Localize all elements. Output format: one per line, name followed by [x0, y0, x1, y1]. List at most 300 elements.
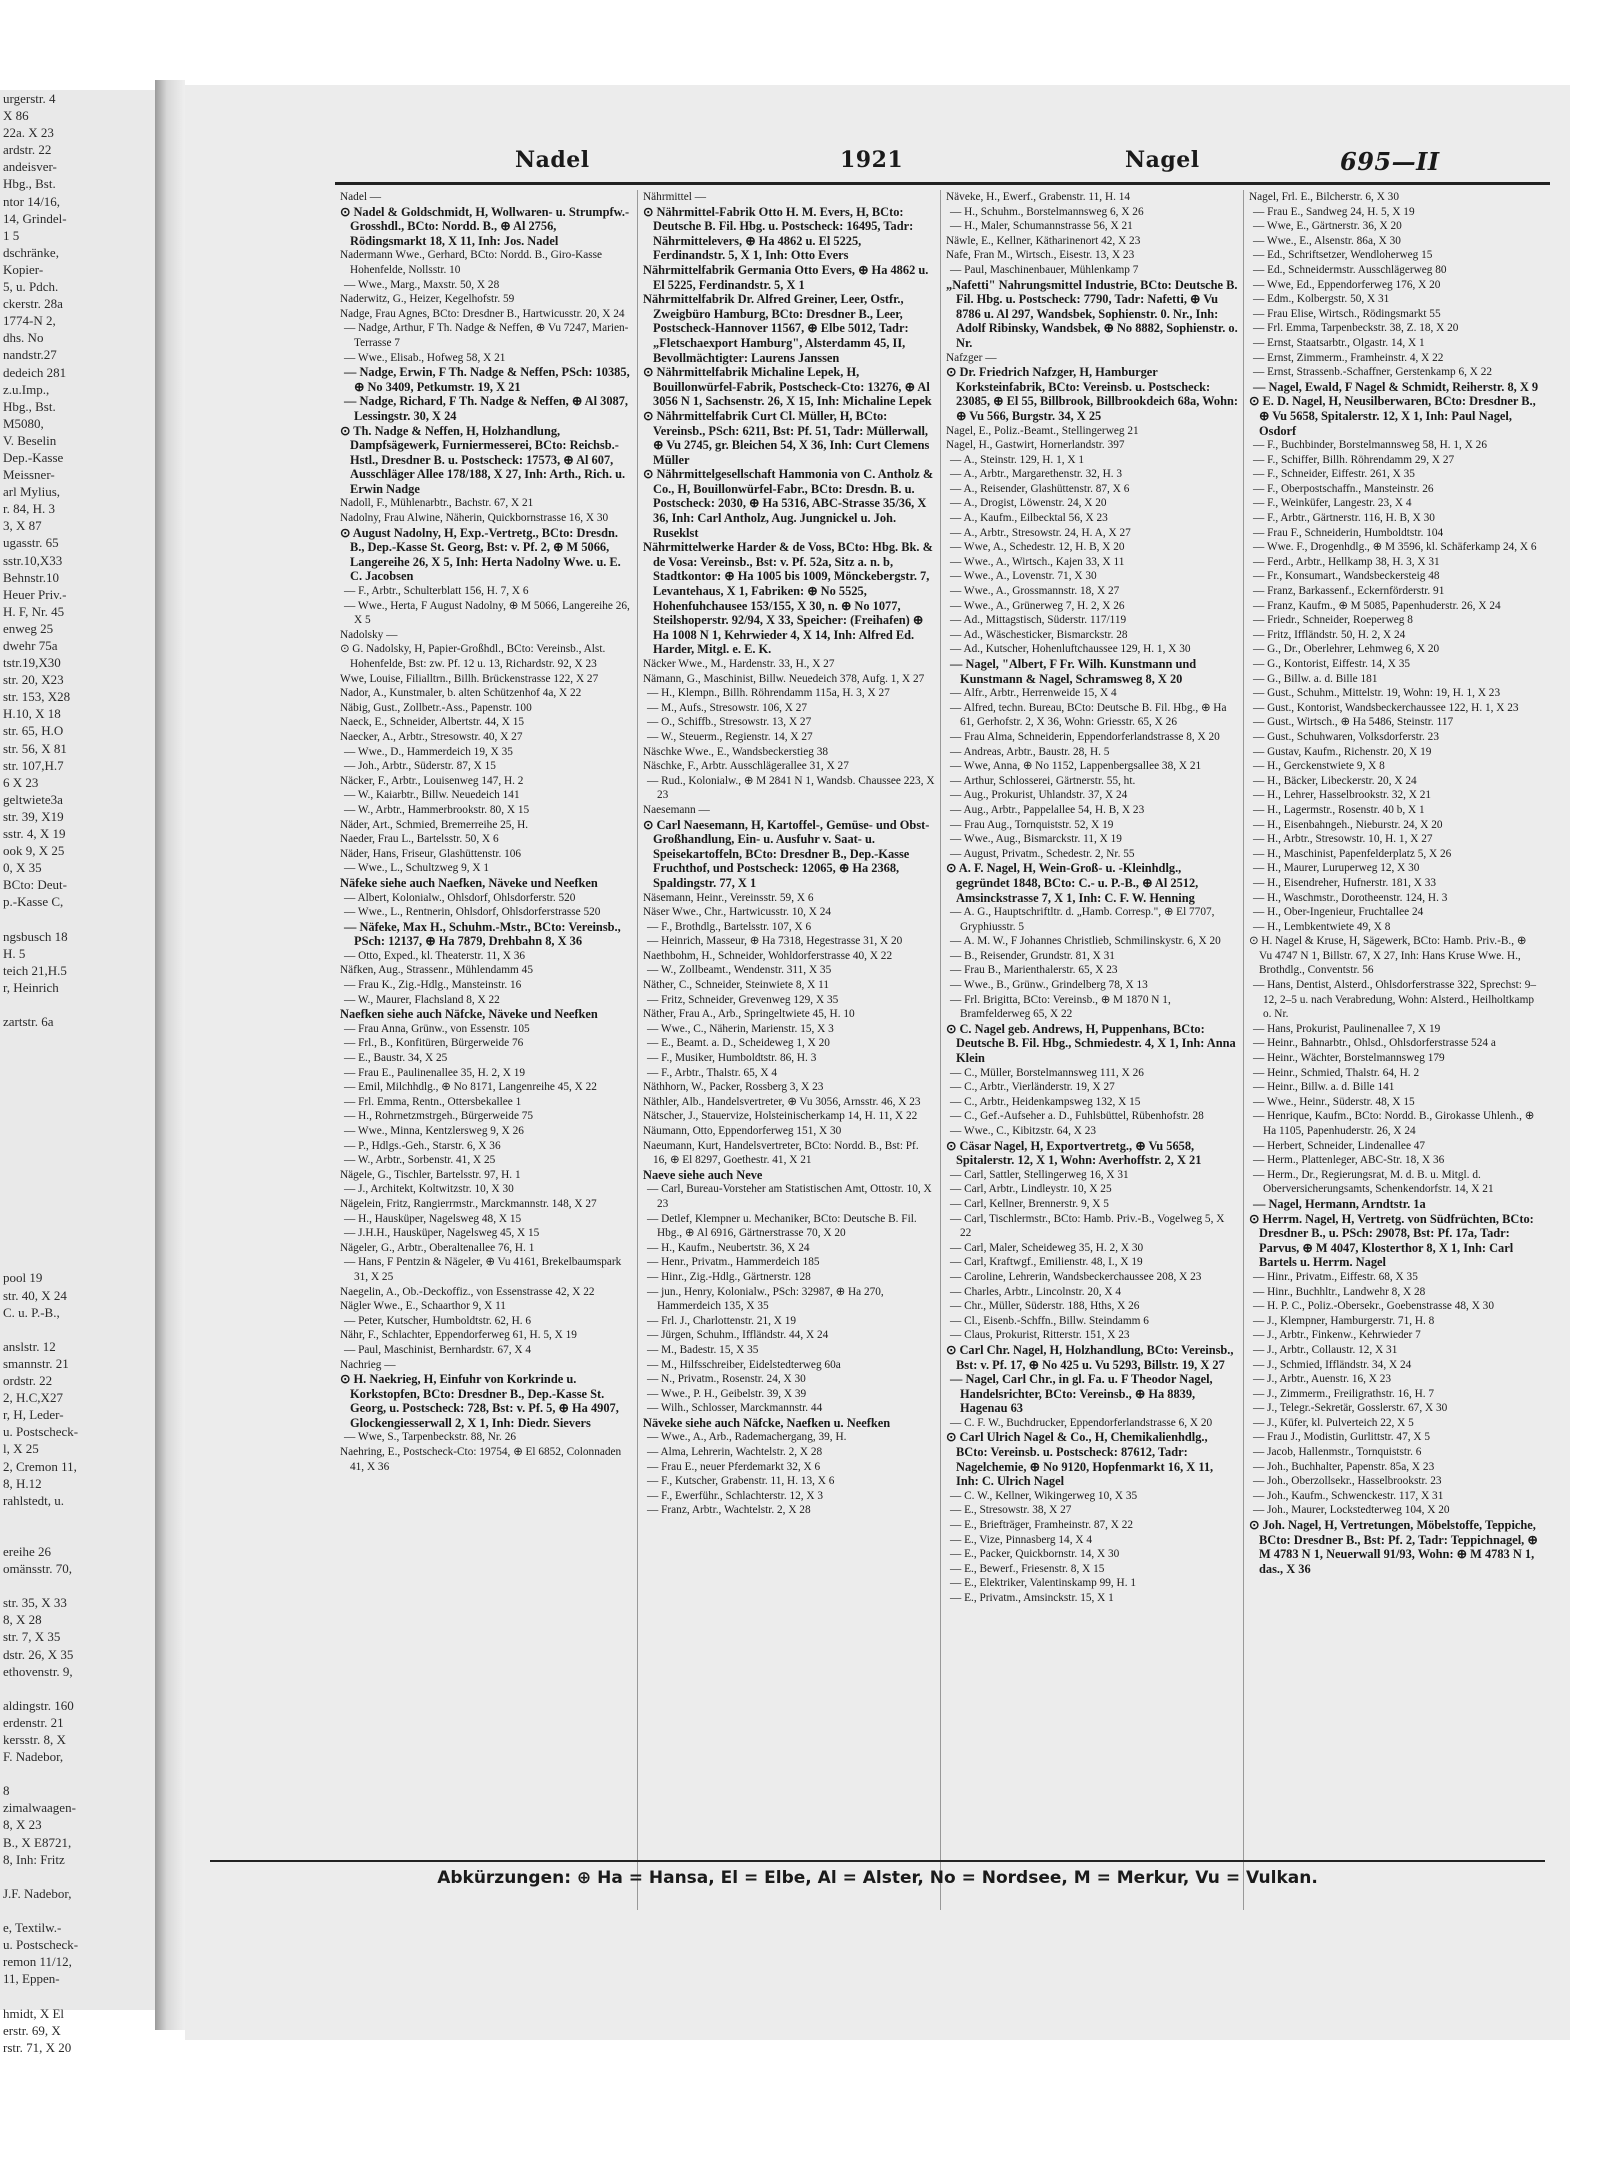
directory-entry: — F., Weinküfer, Langestr. 23, X 4 — [1253, 497, 1412, 510]
fragment-line — [0, 1116, 155, 1133]
directory-entry: — Ernst, Zimmerm., Framheinstr. 4, X 22 — [1253, 351, 1444, 364]
directory-entry: — Frau Aug., Tornquiststr. 52, X 19 — [950, 818, 1114, 831]
header-year: 1921 — [840, 147, 904, 173]
directory-entry: — Claus, Prokurist, Ritterstr. 151, X 23 — [950, 1329, 1130, 1342]
directory-entry: — Heinr., Schmied, Thalstr. 64, H. 2 — [1253, 1066, 1420, 1079]
directory-entry: Naeder, Frau L., Bartelsstr. 50, X 6 — [340, 833, 499, 846]
directory-entry: — J., Arbtr., Finkenw., Kehrwieder 7 — [1253, 1329, 1421, 1342]
directory-entry: — H., Arbtr., Stresowstr. 10, H. 1, X 27 — [1253, 833, 1433, 846]
column-2 — [638, 190, 941, 1910]
directory-entry: — E., Privatm., Amsinckstr. 15, X 1 — [950, 1592, 1114, 1604]
directory-entry: Nagel, E., Poliz.-Beamt., Stellingerweg 21 — [946, 424, 1139, 437]
directory-entry: — Carl, Tischlermstr., BCto: Hamb. Priv.-B., Vogelweg 5, X 22 — [950, 1212, 1225, 1240]
directory-entry: — Frau Alma, Schneiderin, Eppendorferlandstrasse 8, X 20 — [950, 730, 1220, 743]
fragment-line — [0, 1987, 155, 2004]
directory-entry: ⊙ August Nadolny, H, Exp.-Vertretg., BCto: Dresdn. B., Dep.-Kasse St. Georg, Bst: v. Pf. 2, ⊕ M 5066, Langereihe 26, X 5, Inh: Herta Nadolny Wwe. u. E. C. Jacobsen — [340, 525, 621, 584]
fragment-line: Hbg., Bst. — [3, 176, 56, 192]
fragment-line: ethovenstr. 9, — [3, 1663, 73, 1679]
directory-entry: — Wwe., E., Alsenstr. 86a, X 30 — [1253, 234, 1401, 247]
directory-entry: ⊙ Nährmittelfabrik Michaline Lepek, H, Bouillonwürfel-Fabrik, Postscheck-Cto: 13276, ⊕ Al 3056 N 1, Sachsenstr. 26, X 15, Inh: Michaline Lepek — [643, 365, 932, 409]
directory-entry: ⊙ Nährmittelgesellschaft Hammonia von C. Antholz & Co., H, Bouillonwürfel-Fabr., BCto: Dresdn. B. u. Postscheck: 2030, ⊕ Ha 5316, ABC-Strasse 35/36, X 36, Inh: Carl Antholz, Aug. Jungnickel u. Joh. Ruseklst — [643, 467, 934, 540]
fragment-line — [0, 1167, 155, 1184]
left-page-fragment — [0, 90, 157, 2055]
directory-entry: — Nadge, Richard, F Th. Nadge & Neffen, ⊕ Al 3087, Lessingstr. 30, X 24 — [344, 394, 629, 423]
fragment-line: F. Nadebor, — [3, 1749, 64, 1765]
directory-entry: — F., Arbtr., Gärtnerstr. 116, H. B, X 30 — [1253, 512, 1435, 525]
directory-entry: Nadel — — [340, 191, 382, 203]
directory-entry: — F., Ewerführ., Schlachterstr. 12, X 3 — [647, 1489, 824, 1502]
directory-entry: — Carl, Kraftwgf., Emilienstr. 48, I., X 19 — [950, 1256, 1143, 1269]
fragment-line: arl Mylius, — [3, 484, 61, 500]
directory-entry: — W., Maurer, Flachsland 8, X 22 — [344, 993, 500, 1006]
directory-entry: — P., Hdlgs.-Geh., Starstr. 6, X 36 — [344, 1139, 501, 1152]
directory-entry: — Wwe., Minna, Kentzlersweg 9, X 26 — [344, 1125, 524, 1137]
directory-entry: Näder, Art., Schmied, Bremerreihe 25, H. — [340, 818, 529, 831]
fragment-line: z.u.Imp., — [3, 381, 50, 397]
directory-entry: — J., Telegr.-Sekretär, Gosslerstr. 67, X 30 — [1253, 1402, 1448, 1415]
directory-entry: — M., Aufs., Stresowstr. 106, X 27 — [647, 701, 808, 714]
directory-entry: — Franz, Barkassenf., Eckernförderstr. 91 — [1253, 585, 1445, 598]
fragment-line: kersstr. 8, X — [3, 1732, 66, 1747]
directory-entry: — Fr., Konsumart., Wandsbeckersteig 48 — [1253, 570, 1440, 583]
directory-entry: — H., Maschinist, Papenfelderplatz 5, X 26 — [1253, 847, 1452, 860]
directory-entry: Naesemann — — [643, 803, 710, 816]
running-head — [185, 147, 1570, 187]
directory-entry: ⊙ Joh. Nagel, H, Vertretungen, Möbelstoffe, Teppiche, BCto: Dresdner B., Bst: Pf. 2, Tadr: Teppichnagel, ⊕ M 4783 N 1, Neuerwall 91/93, Wohn: ⊕ M 4783 N 1, das., X 36 — [1249, 1518, 1538, 1576]
fragment-line: 2, H.C,X27 — [3, 1390, 63, 1406]
directory-entry: — Carl, Arbtr., Lindleystr. 10, X 25 — [950, 1183, 1112, 1196]
directory-entry: Näcker Wwe., M., Hardenstr. 33, H., X 27 — [643, 658, 835, 670]
fragment-line: dhs. No — [3, 330, 44, 346]
directory-entry: — F., Brothdlg., Bartelsstr. 107, X 6 — [647, 920, 812, 933]
directory-entry: — Frau B., Marienthalerstr. 65, X 23 — [950, 964, 1118, 977]
directory-entry: Näther, Frau A., Arb., Springeltwiete 45, H. 10 — [643, 1008, 855, 1021]
fragment-line — [0, 911, 155, 928]
fragment-line: ngsbusch 18 — [3, 928, 68, 944]
fragment-line: 2, Cremon 11, — [3, 1458, 77, 1474]
directory-entry: — Frau J., Modistin, Gurlittstr. 47, X 5 — [1253, 1431, 1430, 1444]
directory-entry: — A. G., Hauptschriftltr. d. „Hamb. Corresp.", ⊕ El 7707, Gryphiusstr. 5 — [950, 906, 1215, 933]
directory-entry: — Peter, Kutscher, Humboldtstr. 62, H. 6 — [344, 1314, 532, 1327]
directory-entry: — F., Arbtr., Schulterblatt 156, H. 7, X 6 — [344, 585, 529, 598]
directory-entry: — Ad., Kutscher, Hohenluftchaussee 129, H. 1, X 30 — [950, 643, 1191, 656]
fragment-line — [0, 1047, 155, 1064]
directory-entry: Nachrieg — — [340, 1358, 396, 1371]
fragment-line: ntor 14/16, — [3, 193, 61, 209]
directory-entry: — Frl. J., Charlottenstr. 21, X 19 — [647, 1314, 797, 1327]
directory-entry: — C., Arbtr., Heidenkampsweg 132, X 15 — [950, 1095, 1141, 1108]
directory-entry: — H., Gerckenstwiete 9, X 8 — [1253, 760, 1385, 773]
fragment-line: 6 X 23 — [3, 774, 39, 790]
directory-entry: — M., Badestr. 15, X 35 — [647, 1343, 759, 1356]
directory-entry: Nähr, F., Schlachter, Eppendorferweg 61, H. 5, X 19 — [340, 1329, 577, 1342]
directory-entry: — Herbert, Schneider, Lindenallee 47 — [1253, 1139, 1426, 1152]
directory-entry: — A., Reisender, Glashüttenstr. 87, X 6 — [950, 482, 1130, 495]
directory-entry: — E., Elektriker, Valentinskamp 99, H. 1 — [950, 1577, 1137, 1590]
directory-entry: — C. W., Kellner, Wikingerweg 10, X 35 — [950, 1489, 1138, 1502]
fragment-line: C. u. P.-B., — [3, 1304, 60, 1320]
fragment-line: 1774-N 2, — [3, 313, 56, 329]
directory-entry: „Nafetti" Nahrungsmittel Industrie, BCto: Deutsche B. Fil. Hbg. u. Postscheck: 7790, Tadr: Nafetti, ⊕ Vu 8786 u. Al 297, Wandsbek, Sophienstr. 0. Nr., Inh: Adolf Ribinsky, Wandsbek, ⊕ No 8882, Sophienstr. o. Nr. — [946, 277, 1238, 350]
fragment-line: ereihe 26 — [3, 1543, 52, 1559]
fragment-line: dstr. 26, X 35 — [3, 1646, 74, 1662]
fragment-line — [0, 1868, 155, 1885]
fragment-line: Meissner- — [3, 467, 55, 483]
directory-entry: — H., Eisendreher, Hufnerstr. 181, X 33 — [1253, 876, 1437, 889]
directory-entry: — Hans, Dentist, Alsterd., Ohlsdorferstrasse 322, Sprechst: 9–12, 2–5 u. nach Verabredung, Wohn: Alsterd., Heilholtkamp o. Nr. — [1253, 979, 1537, 1021]
fragment-line: 8 — [3, 1783, 10, 1799]
fragment-line — [0, 1765, 155, 1782]
directory-entry: — Wwe., L., Rentnerin, Ohlsdorf, Ohlsdorferstrasse 520 — [344, 906, 601, 919]
fragment-line — [0, 1902, 155, 1919]
directory-entry: — Wwe., D., Hammerdeich 19, X 35 — [344, 745, 513, 758]
fragment-line: str. 20, X23 — [3, 672, 64, 688]
directory-entry: Näser Wwe., Chr., Hartwicusstr. 10, X 24 — [643, 906, 832, 919]
fragment-line: 0, X 35 — [3, 860, 42, 876]
fragment-line: 8, X 28 — [3, 1612, 42, 1628]
directory-entry: — A., Drogist, Löwenstr. 24, X 20 — [950, 497, 1107, 510]
fragment-line: H. F, Nr. 45 — [3, 603, 65, 619]
fragment-line: nandstr.27 — [3, 347, 57, 363]
directory-entry: — jun., Henry, Kolonialw., PSch: 32987, ⊕ Ha 270, Hammerdeich 135, X 35 — [647, 1285, 884, 1313]
fragment-line: tstr.19,X30 — [3, 655, 61, 671]
directory-entry: — Wwe., A., Grünerweg 7, H. 2, X 26 — [950, 599, 1125, 612]
fragment-line: ckerstr. 28a — [3, 296, 63, 312]
directory-entry: — Wwe., B., Grünw., Grindelberg 78, X 13 — [950, 979, 1148, 992]
directory-entry: — Heinr., Bahnarbtr., Ohlsd., Ohlsdorferstrasse 524 a — [1253, 1037, 1496, 1050]
directory-entry: — Heinr., Billw. a. d. Bille 141 — [1253, 1081, 1395, 1094]
fragment-line — [0, 1321, 155, 1338]
directory-entry: — M., Hilfsschreiber, Eidelstedterweg 60a — [647, 1358, 841, 1371]
fragment-line: 22a. X 23 — [3, 125, 54, 141]
fragment-line: ardstr. 22 — [3, 142, 52, 158]
directory-entry: — Heinr., Wächter, Borstelmannsweg 179 — [1253, 1052, 1445, 1065]
directory-entry: — Wwe., P. H., Geibelstr. 39, X 39 — [647, 1387, 807, 1400]
fragment-line — [0, 1201, 155, 1218]
directory-entry: Nadolsky — — [340, 628, 398, 641]
directory-entry: — F., Buchbinder, Borstelmannsweg 58, H. 1, X 26 — [1253, 439, 1487, 452]
directory-entry: — Caroline, Lehrerin, Wandsbeckerchaussee 208, X 23 — [950, 1270, 1202, 1283]
directory-entry: ⊙ Nährmittelfabrik Curt Cl. Müller, H, BCto: Vereinsb., PSch: 6211, Bst: Pf. 51, Tadr: Müllerwall, ⊕ Vu 2745, gr. Bleichen 54, X 36, Inh: Curt Clemens Müller — [643, 408, 930, 467]
header-rule — [335, 182, 1550, 185]
directory-entry: — Joh., Buchhalter, Papenstr. 85a, X 23 — [1253, 1460, 1435, 1473]
header-right-keyword: Nagel — [1125, 147, 1200, 173]
fragment-line: 1 5 — [3, 227, 20, 243]
fragment-line: rstr. 71, X 20 — [3, 2039, 72, 2055]
directory-entry: — E., Vize, Pinnasberg 14, X 4 — [950, 1533, 1092, 1546]
fragment-line: u. Postscheck- — [3, 1937, 79, 1953]
fragment-line: smannstr. 21 — [3, 1355, 69, 1371]
directory-entry: ⊙ Nährmittel-Fabrik Otto H. M. Evers, H, BCto: Deutsche B. Fil. Hbg. u. Postscheck: 16495, Tadr: Nährmittelevers, ⊕ Ha 4862 u. El 5225, Ferdinandstr. 5, X 1, Inh: Otto Evers — [643, 204, 914, 263]
directory-entry: — J.H.H., Hausküper, Nagelsweg 45, X 15 — [344, 1227, 540, 1240]
directory-entry: Naethbohm, H., Schneider, Wohldorferstrasse 40, X 22 — [643, 949, 893, 962]
fragment-line: 3, X 87 — [3, 518, 42, 534]
directory-entry: — H., Bäcker, Libeckerstr. 20, X 24 — [1253, 774, 1417, 787]
directory-entry: — Wwe., A., Wirtsch., Kajen 33, X 11 — [950, 555, 1125, 568]
fragment-line — [0, 1235, 155, 1252]
directory-entry: Naegelin, A., Ob.-Deckoffiz., von Essenstrasse 42, X 22 — [340, 1285, 595, 1298]
directory-entry: — Herm., Plattenleger, ABC-Str. 18, X 36 — [1253, 1154, 1445, 1167]
directory-entry: — A. M. W., F Johannes Christlieb, Schmilinskystr. 6, X 20 — [950, 935, 1221, 948]
fragment-line: omänsstr. 70, — [3, 1561, 72, 1577]
directory-entry: ⊙ Cäsar Nagel, H, Exportvertretg., ⊕ Vu 5658, Spitalerstr. 12, X 1, Wohn: Averhoffstr. 2, X 21 — [946, 1138, 1202, 1168]
fragment-line: str. 7, X 35 — [3, 1629, 61, 1645]
directory-entry: — J., Architekt, Koltwitzstr. 10, X 30 — [344, 1183, 514, 1196]
directory-entry: ⊙ Herrm. Nagel, H, Vertretg. von Südfrüchten, BCto: Dresdner B., u. PSch: 29078, Bst: Pf. 17a, Tadr: Parvus, ⊕ M 4047, Klosterthor 8, X 1, Inh: Carl Bartels u. Herrm. Nagel — [1249, 1211, 1534, 1270]
directory-entry: — C. F. W., Buchdrucker, Eppendorferlandstrasse 6, X 20 — [950, 1416, 1213, 1429]
directory-entry: — Aug., Prokurist, Uhlandstr. 37, X 24 — [950, 789, 1128, 802]
directory-entry: Näschke, F., Arbtr. Ausschlägerallee 31, X 27 — [643, 760, 849, 773]
directory-entry: — G., Dr., Oberlehrer, Lehmweg 6, X 20 — [1253, 643, 1440, 656]
directory-entry: — W., Arbtr., Sorbenstr. 41, X 25 — [344, 1154, 496, 1167]
fragment-line: p.-Kasse C, — [3, 894, 64, 910]
fragment-line: teich 21,H.5 — [3, 962, 67, 978]
directory-entry: ⊙ Carl Chr. Nagel, H, Holzhandlung, BCto: Vereinsb., Bst: v. Pf. 17, ⊕ No 425 u. Vu 5293, Billstr. 19, X 27 — [946, 1342, 1234, 1372]
directory-entry: — W., Zollbeamt., Wendenstr. 311, X 35 — [647, 964, 832, 977]
fragment-line — [0, 1509, 155, 1526]
directory-entry: — Carl, Maler, Scheideweg 35, H. 2, X 30 — [950, 1241, 1144, 1254]
fragment-line: remon 11/12, — [3, 1954, 72, 1970]
directory-entry: Nägeler, G., Arbtr., Oberaltenallee 76, H. 1 — [340, 1241, 535, 1254]
directory-entry: — Nagel, Carl Chr., in gl. Fa. u. F Theodor Nagel, Handelsrichter, BCto: Vereinsb., ⊕ Ha 8839, Hagenau 63 — [950, 1372, 1213, 1416]
fragment-line: rahlstedt, u. — [3, 1492, 65, 1508]
directory-entry: — Wwe., Marg., Maxstr. 50, X 28 — [344, 278, 500, 291]
directory-entry: — Edm., Kolbergstr. 50, X 31 — [1253, 293, 1390, 306]
directory-entry: — August, Privatm., Schedestr. 2, Nr. 55 — [950, 847, 1135, 860]
directory-entry: — Gustav, Kaufm., Richenstr. 20, X 19 — [1253, 745, 1432, 758]
directory-entry: ⊙ Th. Nadge & Neffen, H, Holzhandlung, Dampfsägewerk, Furniermesserei, BCto: Reichsb.-Hstl., Dresdner B. u. Postscheck: 17573, ⊕ Al 607, Ausschläger Allee 178/188, X 27, Inh: Arth., Rich. u. Erwin Nadge — [340, 423, 626, 496]
fragment-line: 5, u. Pdch. — [3, 279, 59, 295]
directory-entry: Näcker, F., Arbtr., Louisenweg 147, H. 2 — [340, 774, 524, 787]
directory-entry: Näder, Hans, Friseur, Glashüttenstr. 106 — [340, 847, 522, 860]
fragment-line: ugasstr. 65 — [3, 535, 59, 551]
directory-entry: — E., Baustr. 34, X 25 — [344, 1052, 448, 1065]
fragment-line: 8, H.12 — [3, 1475, 42, 1491]
column-3 — [941, 190, 1244, 1910]
directory-entry: — Wwe., A., Grossmannstr. 18, X 27 — [950, 585, 1120, 598]
directory-entry: — H., Klempn., Billh. Röhrendamm 115a, H. 3, X 27 — [647, 687, 890, 700]
directory-entry: — H., Eisenbahngeh., Nieburstr. 24, X 20 — [1253, 818, 1443, 831]
directory-entry: — Wwe, A., Schedestr. 12, H. B, X 20 — [950, 541, 1125, 554]
directory-entry: ⊙ E. D. Nagel, H, Neusilberwaren, BCto: Dresdner B., ⊕ Vu 5658, Spitalerstr. 12, X 1, Inh: Paul Nagel, Osdorf — [1249, 394, 1536, 438]
directory-entry: ⊙ A. F. Nagel, H, Wein-Groß- u. -Kleinhdlg., gegründet 1848, BCto: C.- u. P.-B., ⊕ Al 2512, Amsinckstrasse 7, X 1, Inh: C. F. W. Henning — [946, 861, 1199, 905]
directory-entry: — Wwe, E., Gärtnerstr. 36, X 20 — [1253, 220, 1402, 233]
directory-entry: Naehring, E., Postscheck-Cto: 19754, ⊕ El 6852, Colonnaden 41, X 36 — [340, 1446, 622, 1473]
directory-entry: ⊙ Carl Naesemann, H, Kartoffel-, Gemüse- und Obst-Großhandlung, Ein- u. Ausfuhr v. Saat- u. Speisekartoffeln, BCto: Dresdner B., Dep.-Kasse Fruchthof, und Postscheck: 12065, ⊕ Ha 2368, Spaldingstr. 77, X 1 — [643, 817, 930, 890]
directory-entry: — Aug., Arbtr., Pappelallee 54, H. B, X 23 — [950, 803, 1145, 816]
directory-entry: — J., Arbtr., Collaustr. 12, X 31 — [1253, 1343, 1398, 1356]
directory-entry: Nadermann Wwe., Gerhard, BCto: Nordd. B., Giro-Kasse Hohenfelde, Nollsstr. 10 — [340, 249, 603, 276]
directory-entry: — Hinr., Privatm., Eiffestr. 68, X 35 — [1253, 1270, 1418, 1283]
fragment-line: pool 19 — [3, 1270, 43, 1286]
fragment-line: r, Heinrich — [3, 979, 59, 995]
directory-entry: Naecker, A., Arbtr., Stresowstr. 40, X 27 — [340, 730, 523, 743]
fragment-line: aldingstr. 160 — [3, 1697, 74, 1713]
directory-entry: — Frau E., Sandweg 24, H. 5, X 19 — [1253, 205, 1415, 218]
directory-page — [185, 85, 1570, 2040]
directory-entry: — Wwe., C., Näherin, Marienstr. 15, X 3 — [647, 1022, 834, 1035]
fragment-line: Dep.-Kasse — [3, 449, 64, 465]
directory-entry: — Charles, Arbtr., Lincolnstr. 20, X 4 — [950, 1285, 1122, 1298]
directory-entry: — Wwe., Heinr., Süderstr. 48, X 15 — [1253, 1095, 1415, 1108]
directory-entry: — Hinr., Buchhltr., Landwehr 8, X 28 — [1253, 1285, 1426, 1298]
directory-entry: Nägler Wwe., E., Schaarthor 9, X 11 — [340, 1300, 506, 1313]
directory-entry: — F., Oberpostschaffn., Mansteinstr. 26 — [1253, 482, 1434, 495]
directory-entry: — Gust., Wirtsch., ⊕ Ha 5486, Steinstr. 117 — [1253, 716, 1454, 729]
column-1 — [335, 190, 638, 1910]
directory-entry: — Ad., Wäschesticker, Bismarckstr. 28 — [950, 628, 1128, 641]
directory-entry: — Hinr., Zig.-Hdlg., Gärtnerstr. 128 — [647, 1270, 811, 1283]
directory-entry: — H., Lehrer, Hasselbrookstr. 32, X 21 — [1253, 789, 1432, 802]
directory-entry: ⊙ G. Nadolsky, H, Papier-Großhdl., BCto: Vereinsb., Alst. Hohenfelde, Bst: zw. Pf. 12 u. 13, Richardstr. 92, X 23 — [340, 643, 606, 670]
fragment-line: str. 65, H.O — [3, 723, 64, 739]
fragment-line: anslstr. 12 — [3, 1338, 56, 1354]
directory-entry: — Hans, F Pentzin & Nägeler, ⊕ Vu 4161, Brekelbaumspark 31, X 25 — [344, 1256, 622, 1283]
directory-entry: — Hans, Prokurist, Paulinenallee 7, X 19 — [1253, 1022, 1441, 1035]
directory-entry: — H., Ober-Ingenieur, Fruchtallee 24 — [1253, 906, 1424, 919]
fragment-line — [0, 1030, 155, 1047]
directory-entry: — E., Packer, Quickbornstr. 14, X 30 — [950, 1548, 1120, 1561]
directory-entry: Näther, C., Schneider, Steinwiete 8, X 11 — [643, 979, 829, 992]
directory-entry: — H., Maurer, Luruperweg 12, X 30 — [1253, 862, 1420, 875]
directory-entry: — Emil, Milchhdlg., ⊕ No 8171, Langenreihe 45, X 22 — [344, 1081, 597, 1094]
directory-entry: Nährmittelfabrik Germania Otto Evers, ⊕ Ha 4862 u. El 5225, Ferdinandstr. 5, X 1 — [643, 262, 929, 292]
directory-entry: Naeck, E., Schneider, Albertstr. 44, X 15 — [340, 716, 525, 729]
fragment-line — [0, 1218, 155, 1235]
directory-entry: — Ed., Schneidermstr. Ausschlägerweg 80 — [1253, 263, 1447, 276]
directory-entry: — Gust., Schuhwaren, Volksdorferstr. 23 — [1253, 730, 1439, 743]
directory-entry: — A., Steinstr. 129, H. 1, X 1 — [950, 453, 1085, 466]
directory-entry: — Joh., Oberzollsekr., Hasselbrookstr. 23 — [1253, 1475, 1442, 1488]
fragment-line: urgerstr. 4 — [3, 91, 56, 106]
directory-entry: — Heinrich, Masseur, ⊕ Ha 7318, Hegestrasse 31, X 20 — [647, 935, 903, 948]
fragment-line: B., X E8721, — [3, 1834, 72, 1850]
directory-entry: — Carl, Sattler, Stellingerweg 16, X 31 — [950, 1168, 1129, 1181]
fragment-line: Hbg., Bst. — [3, 398, 56, 414]
directory-entry: — F., Musiker, Humboldtstr. 86, H. 3 — [647, 1052, 817, 1065]
fragment-line: Heuer Priv.- — [3, 586, 67, 602]
directory-entry: — Otto, Exped., kl. Theaterstr. 11, X 36 — [344, 949, 526, 962]
directory-entry: ⊙ Dr. Friedrich Nafzger, H, Hamburger Korksteinfabrik, BCto: Vereinsb. u. Postscheck: 23085, ⊕ El 55, Billbrook, Billbrookdeich 68a, Wohn: ⊕ Vu 566, Burgstr. 34, X 25 — [946, 365, 1239, 423]
directory-entry: — Ferd., Arbtr., Hellkamp 38, H. 3, X 31 — [1253, 555, 1440, 568]
fragment-line — [0, 1150, 155, 1167]
directory-entry: — Wilh., Schlosser, Marckmannstr. 44 — [647, 1402, 823, 1415]
directory-entry: — Paul, Maschinenbauer, Mühlenkamp 7 — [950, 263, 1139, 276]
directory-entry: — Fritz, Iffländstr. 50, H. 2, X 24 — [1253, 628, 1406, 641]
fragment-line: sstr.10,X33 — [3, 552, 63, 568]
directory-entry: — Frl. Emma, Tarpenbeckstr. 38, Z. 18, X 20 — [1253, 322, 1459, 335]
directory-entry: Nafe, Fran M., Wirtsch., Eisestr. 13, X 23 — [946, 249, 1135, 262]
directory-entry: Nafzger — — [946, 351, 997, 364]
directory-entry: — Arthur, Schlosserei, Gärtnerstr. 55, ht. — [950, 774, 1136, 787]
directory-entry: Näwle, E., Kellner, Kätharinenort 42, X 23 — [946, 234, 1141, 247]
directory-entry: — Joh., Maurer, Lockstedterweg 104, X 20 — [1253, 1504, 1450, 1517]
directory-entry: — E., Bewerf., Friesenstr. 8, X 15 — [950, 1562, 1105, 1575]
directory-entry: — Jacob, Hallenmstr., Tornquiststr. 6 — [1253, 1446, 1422, 1459]
fragment-line: erdenstr. 21 — [3, 1714, 64, 1730]
fragment-line — [0, 1184, 155, 1201]
fragment-line: ordstr. 22 — [3, 1373, 53, 1389]
abbreviations-footer: Abkürzungen: ⊕ Ha = Hansa, El = Elbe, Al = Alster, No = Nordsee, M = Merkur, Vu = Vulkan. — [210, 1860, 1545, 1888]
fragment-line — [0, 1577, 155, 1594]
fragment-line: hmidt, X El — [3, 2005, 65, 2021]
fragment-line: dedeich 281 — [3, 364, 67, 380]
directory-entry: Wwe, Louise, Filialltrn., Billh. Brückenstrasse 122, X 27 — [340, 672, 599, 685]
directory-entry: — Wwe., A., Lovenstr. 71, X 30 — [950, 570, 1097, 583]
directory-entry: — Wwe, S., Tarpenbeckstr. 88, Nr. 26 — [344, 1431, 516, 1444]
fragment-line: H. 5 — [3, 945, 26, 961]
directory-entry: — H., Lagermstr., Rosenstr. 40 b, X 1 — [1253, 803, 1425, 816]
directory-entry: — F., Kutscher, Grabenstr. 11, H. 13, X 6 — [647, 1475, 835, 1488]
directory-entry: — Joh., Arbtr., Süderstr. 87, X 15 — [344, 760, 496, 773]
directory-entry: — F., Schneider, Eiffestr. 261, X 35 — [1253, 468, 1415, 481]
directory-entry: — Frau Anna, Grünw., von Essenstr. 105 — [344, 1022, 530, 1035]
directory-entry: — Wwe., A., Arb., Rademachergang, 39, H. — [647, 1431, 847, 1444]
directory-entry: — Franz, Kaufm., ⊕ M 5085, Papenhuderstr. 26, X 24 — [1253, 599, 1501, 612]
fragment-line: 8, X 23 — [3, 1817, 42, 1833]
directory-entry: — Alfred, techn. Bureau, BCto: Deutsche B. Fil. Hbg., ⊕ Ha 61, Gerhofstr. 2, X 36, Wohn: Griesstr. 65, X 26 — [950, 701, 1227, 729]
directory-entry: — E., Stresowstr. 38, X 27 — [950, 1504, 1072, 1517]
directory-entry: — Alma, Lehrerin, Wachtelstr. 2, X 28 — [647, 1446, 823, 1459]
directory-entry: — E., Briefträger, Framheinstr. 87, X 22 — [950, 1519, 1134, 1532]
directory-entry: — Friedr., Schneider, Roeperweg 8 — [1253, 614, 1413, 627]
directory-entry: Nämann, G., Maschinist, Billw. Neuedeich 378, Aufg. 1, X 27 — [643, 672, 925, 685]
directory-entry: — Joh., Kaufm., Schwenckestr. 117, X 31 — [1253, 1489, 1444, 1502]
directory-entry: Näthhorn, W., Packer, Rossberg 3, X 23 — [643, 1081, 824, 1094]
directory-entry: — Wwe, Anna, ⊕ No 1152, Lappenbergsallee 38, X 21 — [950, 760, 1202, 773]
directory-entry: Naefken siehe auch Näfcke, Näveke und Neefken — [340, 1007, 598, 1022]
directory-entry: — J., Schmied, Iffländstr. 34, X 24 — [1253, 1358, 1412, 1371]
directory-entry: Nährmittelfabrik Dr. Alfred Greiner, Leer, Ostfr., Zweigbüro Hamburg, BCto: Dresdner B., Leer, Postscheck-Hannover 11567, ⊕ Elbe 5012, Tadr: „Fletschaexport Hamburg", Alsterdamm 45, II, Bevollmächtigter: Laurens Janssen — [643, 292, 909, 365]
directory-entry: Näveke, H., Ewerf., Grabenstr. 11, H. 14 — [946, 191, 1131, 203]
fragment-line — [0, 1252, 155, 1269]
directory-entry: Nadoll, F., Mühlenarbtr., Bachstr. 67, X 21 — [340, 497, 534, 510]
directory-entry: — Carl, Kellner, Brennerstr. 9, X 5 — [950, 1197, 1109, 1210]
directory-entry: Naeumann, Kurt, Handelsvertreter, BCto: Nordd. B., Bst: Pf. 16, ⊕ El 8297, Goethestr. 41, X 21 — [643, 1139, 919, 1167]
directory-entry: — Frau E., Paulinenallee 35, H. 2, X 19 — [344, 1066, 526, 1079]
fragment-line: BCto: Deut- — [3, 877, 67, 893]
directory-entry: — Ernst, Staatsarbtr., Olgastr. 14, X 1 — [1253, 336, 1425, 349]
fragment-line: dwehr 75a — [3, 638, 58, 653]
directory-entry: — F., Arbtr., Thalstr. 65, X 4 — [647, 1066, 778, 1079]
directory-entry: — Wwe. F., Drogenhdlg., ⊕ M 3596, kl. Schäferkamp 24, X 6 — [1253, 541, 1537, 554]
fragment-line — [0, 996, 155, 1013]
directory-entry: — Ed., Schriftsetzer, Wendloherweg 15 — [1253, 249, 1433, 262]
fragment-line: str. 107,H.7 — [3, 757, 64, 773]
header-left-keyword: Nadel — [515, 147, 590, 173]
fragment-line: M5080, — [3, 415, 44, 431]
directory-entry: — G., Billw. a. d. Bille 181 — [1253, 672, 1378, 685]
directory-entry: ⊙ C. Nagel geb. Andrews, H, Puppenhans, BCto: Deutsche B. Fil. Hbg., Schmiedestr. 4, X 1, Inh: Anna Klein — [946, 1021, 1236, 1066]
directory-entry: Nägelein, Fritz, Rangierrmstr., Marckmannstr. 148, X 27 — [340, 1197, 597, 1210]
fragment-line: zimalwaagen- — [3, 1800, 76, 1816]
directory-entry: ⊙ Nadel & Goldschmidt, H, Wollwaren- u. Strumpfw.-Grosshdl., BCto: Nordd. B., ⊕ Al 2756, Rödingsmarkt 18, X 11, Inh: Jos. Nadel — [340, 204, 630, 248]
fragment-line — [0, 1526, 155, 1543]
directory-entry: — Henrique, Kaufm., BCto: Nordd. B., Girokasse Uhlenh., ⊕ Ha 1105, Papenhuderstr. 26, X 24 — [1253, 1110, 1535, 1137]
directory-entry: — Cl., Eisenb.-Schffn., Billw. Steindamm 6 — [950, 1314, 1149, 1327]
directory-entry: — A., Arbtr., Margarethenstr. 32, H. 3 — [950, 468, 1123, 481]
entry-columns — [335, 190, 1550, 1910]
directory-entry: — G., Kontorist, Eiffestr. 14, X 35 — [1253, 658, 1410, 670]
fragment-line: str. 56, X 81 — [3, 740, 67, 756]
directory-entry: — Frau E., neuer Pferdemarkt 32, X 6 — [647, 1460, 821, 1473]
directory-entry: Nagel, H., Gastwirt, Hornerlandstr. 397 — [946, 439, 1125, 452]
directory-entry: — J., Arbtr., Auenstr. 16, X 23 — [1253, 1373, 1392, 1386]
fragment-line: Behnstr.10 — [3, 569, 59, 585]
directory-entry: — Herm., Dr., Regierungsrat, M. d. B. u. Mitgl. d. Oberversicherungsamts, Schenkendorfstr. 14, X 21 — [1253, 1168, 1494, 1196]
directory-entry: — B., Reisender, Grundstr. 81, X 31 — [950, 949, 1115, 962]
directory-entry: Nador, A., Kunstmaler, b. alten Schützenhof 4a, X 22 — [340, 687, 582, 700]
